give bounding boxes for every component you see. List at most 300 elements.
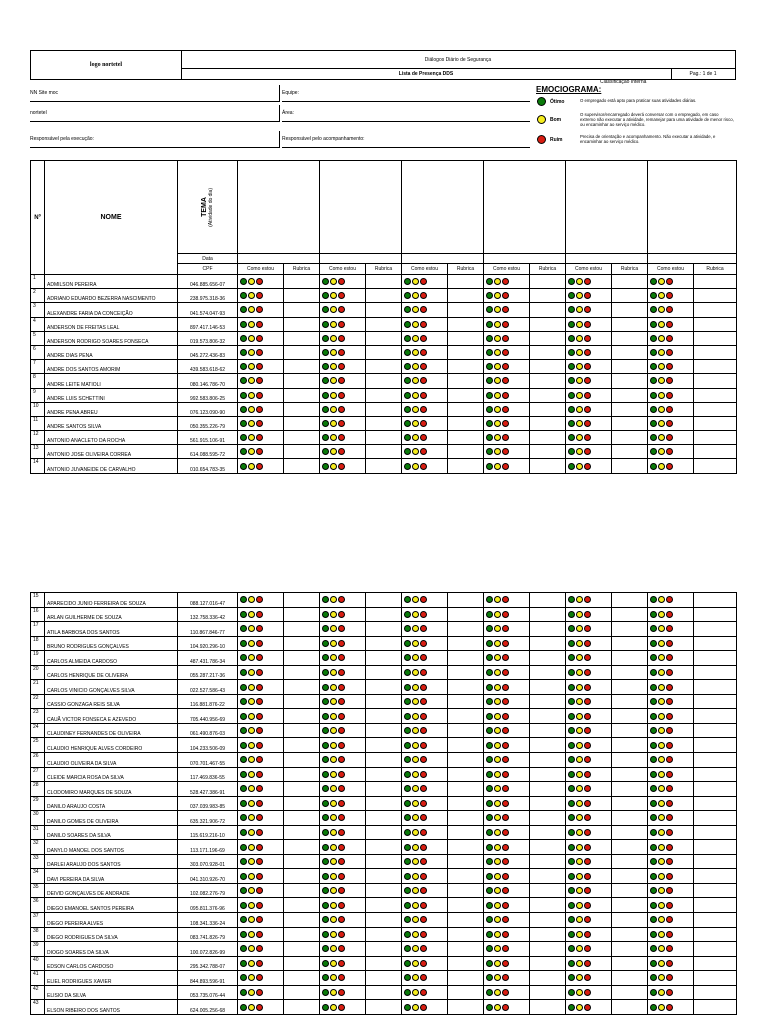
yellow-face-icon[interactable] bbox=[494, 434, 501, 441]
yellow-face-icon[interactable] bbox=[494, 654, 501, 661]
red-face-icon[interactable] bbox=[420, 684, 427, 691]
green-face-icon[interactable] bbox=[486, 306, 493, 313]
mood-faces-cell[interactable] bbox=[238, 840, 284, 855]
signature-cell[interactable] bbox=[284, 854, 320, 869]
yellow-face-icon[interactable] bbox=[330, 974, 337, 981]
yellow-face-icon[interactable] bbox=[330, 727, 337, 734]
yellow-face-icon[interactable] bbox=[248, 844, 255, 851]
red-face-icon[interactable] bbox=[666, 434, 673, 441]
yellow-face-icon[interactable] bbox=[658, 278, 665, 285]
red-face-icon[interactable] bbox=[666, 829, 673, 836]
green-face-icon[interactable] bbox=[240, 684, 247, 691]
yellow-face-icon[interactable] bbox=[412, 945, 419, 952]
green-face-icon[interactable] bbox=[404, 945, 411, 952]
red-face-icon[interactable] bbox=[420, 887, 427, 894]
yellow-face-icon[interactable] bbox=[248, 916, 255, 923]
red-face-icon[interactable] bbox=[338, 377, 345, 384]
red-face-icon[interactable] bbox=[666, 858, 673, 865]
mood-faces-cell[interactable] bbox=[238, 402, 284, 416]
yellow-face-icon[interactable] bbox=[658, 611, 665, 618]
signature-cell[interactable] bbox=[612, 927, 648, 942]
signature-cell[interactable] bbox=[284, 680, 320, 695]
green-face-icon[interactable] bbox=[650, 377, 657, 384]
red-face-icon[interactable] bbox=[256, 989, 263, 996]
mood-faces-cell[interactable] bbox=[484, 275, 530, 289]
yellow-face-icon[interactable] bbox=[248, 1004, 255, 1011]
mood-faces-cell[interactable] bbox=[484, 431, 530, 445]
mood-faces-cell[interactable] bbox=[566, 607, 612, 622]
mood-faces-cell[interactable] bbox=[648, 854, 694, 869]
green-face-icon[interactable] bbox=[650, 335, 657, 342]
yellow-face-icon[interactable] bbox=[576, 771, 583, 778]
green-face-icon[interactable] bbox=[404, 669, 411, 676]
signature-cell[interactable] bbox=[366, 331, 402, 345]
yellow-face-icon[interactable] bbox=[576, 814, 583, 821]
signature-cell[interactable] bbox=[448, 985, 484, 1000]
green-face-icon[interactable] bbox=[240, 800, 247, 807]
red-face-icon[interactable] bbox=[420, 713, 427, 720]
mood-faces-cell[interactable] bbox=[648, 388, 694, 402]
signature-cell[interactable] bbox=[448, 636, 484, 651]
yellow-face-icon[interactable] bbox=[248, 771, 255, 778]
signature-cell[interactable] bbox=[530, 374, 566, 388]
yellow-face-icon[interactable] bbox=[412, 420, 419, 427]
green-face-icon[interactable] bbox=[404, 349, 411, 356]
signature-cell[interactable] bbox=[366, 680, 402, 695]
date-cell[interactable] bbox=[238, 254, 320, 264]
red-face-icon[interactable] bbox=[420, 306, 427, 313]
yellow-face-icon[interactable] bbox=[658, 654, 665, 661]
mood-faces-cell[interactable] bbox=[566, 796, 612, 811]
mood-faces-cell[interactable] bbox=[320, 840, 366, 855]
yellow-face-icon[interactable] bbox=[576, 392, 583, 399]
green-face-icon[interactable] bbox=[240, 292, 247, 299]
red-face-icon[interactable] bbox=[666, 698, 673, 705]
green-face-icon[interactable] bbox=[240, 858, 247, 865]
signature-cell[interactable] bbox=[612, 388, 648, 402]
signature-cell[interactable] bbox=[530, 898, 566, 913]
red-face-icon[interactable] bbox=[666, 420, 673, 427]
yellow-face-icon[interactable] bbox=[330, 873, 337, 880]
red-face-icon[interactable] bbox=[584, 974, 591, 981]
green-face-icon[interactable] bbox=[486, 814, 493, 821]
signature-cell[interactable] bbox=[284, 459, 320, 473]
red-face-icon[interactable] bbox=[502, 349, 509, 356]
green-face-icon[interactable] bbox=[404, 321, 411, 328]
mood-faces-cell[interactable] bbox=[238, 694, 284, 709]
mood-faces-cell[interactable] bbox=[484, 854, 530, 869]
yellow-face-icon[interactable] bbox=[658, 406, 665, 413]
red-face-icon[interactable] bbox=[256, 463, 263, 470]
green-face-icon[interactable] bbox=[240, 974, 247, 981]
signature-cell[interactable] bbox=[530, 854, 566, 869]
mood-faces-cell[interactable] bbox=[648, 360, 694, 374]
red-face-icon[interactable] bbox=[502, 448, 509, 455]
mood-faces-cell[interactable] bbox=[238, 898, 284, 913]
red-face-icon[interactable] bbox=[256, 392, 263, 399]
mood-faces-cell[interactable] bbox=[648, 345, 694, 359]
yellow-face-icon[interactable] bbox=[494, 321, 501, 328]
mood-faces-cell[interactable] bbox=[566, 289, 612, 303]
green-face-icon[interactable] bbox=[650, 625, 657, 632]
green-face-icon[interactable] bbox=[568, 463, 575, 470]
red-face-icon[interactable] bbox=[338, 392, 345, 399]
signature-cell[interactable] bbox=[612, 854, 648, 869]
yellow-face-icon[interactable] bbox=[658, 377, 665, 384]
red-face-icon[interactable] bbox=[338, 406, 345, 413]
yellow-face-icon[interactable] bbox=[248, 684, 255, 691]
yellow-face-icon[interactable] bbox=[576, 756, 583, 763]
green-face-icon[interactable] bbox=[650, 611, 657, 618]
red-face-icon[interactable] bbox=[420, 611, 427, 618]
green-face-icon[interactable] bbox=[650, 596, 657, 603]
red-face-icon[interactable] bbox=[420, 829, 427, 836]
mood-faces-cell[interactable] bbox=[320, 883, 366, 898]
signature-cell[interactable] bbox=[284, 825, 320, 840]
signature-cell[interactable] bbox=[284, 402, 320, 416]
green-face-icon[interactable] bbox=[486, 727, 493, 734]
red-face-icon[interactable] bbox=[338, 640, 345, 647]
green-face-icon[interactable] bbox=[568, 887, 575, 894]
red-face-icon[interactable] bbox=[338, 844, 345, 851]
green-face-icon[interactable] bbox=[650, 278, 657, 285]
mood-faces-cell[interactable] bbox=[320, 854, 366, 869]
mood-faces-cell[interactable] bbox=[648, 665, 694, 680]
signature-cell[interactable] bbox=[530, 388, 566, 402]
yellow-face-icon[interactable] bbox=[248, 420, 255, 427]
yellow-face-icon[interactable] bbox=[494, 960, 501, 967]
signature-cell[interactable] bbox=[284, 303, 320, 317]
red-face-icon[interactable] bbox=[502, 989, 509, 996]
yellow-face-icon[interactable] bbox=[412, 640, 419, 647]
green-face-icon[interactable] bbox=[322, 902, 329, 909]
mood-faces-cell[interactable] bbox=[484, 317, 530, 331]
signature-cell[interactable] bbox=[530, 1000, 566, 1015]
red-face-icon[interactable] bbox=[584, 771, 591, 778]
green-face-icon[interactable] bbox=[486, 756, 493, 763]
green-face-icon[interactable] bbox=[240, 945, 247, 952]
signature-cell[interactable] bbox=[448, 927, 484, 942]
mood-faces-cell[interactable] bbox=[566, 738, 612, 753]
yellow-face-icon[interactable] bbox=[248, 887, 255, 894]
mood-faces-cell[interactable] bbox=[648, 840, 694, 855]
mood-faces-cell[interactable] bbox=[484, 331, 530, 345]
yellow-face-icon[interactable] bbox=[330, 434, 337, 441]
green-face-icon[interactable] bbox=[486, 448, 493, 455]
red-face-icon[interactable] bbox=[420, 945, 427, 952]
red-face-icon[interactable] bbox=[502, 785, 509, 792]
signature-cell[interactable] bbox=[366, 374, 402, 388]
yellow-face-icon[interactable] bbox=[248, 321, 255, 328]
green-face-icon[interactable] bbox=[486, 902, 493, 909]
signature-cell[interactable] bbox=[530, 883, 566, 898]
green-face-icon[interactable] bbox=[240, 742, 247, 749]
yellow-face-icon[interactable] bbox=[658, 292, 665, 299]
green-face-icon[interactable] bbox=[568, 611, 575, 618]
yellow-face-icon[interactable] bbox=[576, 420, 583, 427]
green-face-icon[interactable] bbox=[486, 713, 493, 720]
mood-faces-cell[interactable] bbox=[648, 738, 694, 753]
signature-cell[interactable] bbox=[694, 840, 737, 855]
red-face-icon[interactable] bbox=[256, 844, 263, 851]
signature-cell[interactable] bbox=[694, 942, 737, 957]
signature-cell[interactable] bbox=[530, 825, 566, 840]
yellow-face-icon[interactable] bbox=[576, 989, 583, 996]
yellow-face-icon[interactable] bbox=[248, 406, 255, 413]
green-face-icon[interactable] bbox=[322, 625, 329, 632]
red-face-icon[interactable] bbox=[584, 742, 591, 749]
red-face-icon[interactable] bbox=[584, 756, 591, 763]
signature-cell[interactable] bbox=[448, 694, 484, 709]
red-face-icon[interactable] bbox=[666, 335, 673, 342]
green-face-icon[interactable] bbox=[568, 363, 575, 370]
red-face-icon[interactable] bbox=[584, 858, 591, 865]
green-face-icon[interactable] bbox=[322, 335, 329, 342]
yellow-face-icon[interactable] bbox=[494, 406, 501, 413]
yellow-face-icon[interactable] bbox=[494, 974, 501, 981]
mood-faces-cell[interactable] bbox=[320, 738, 366, 753]
mood-faces-cell[interactable] bbox=[320, 388, 366, 402]
yellow-face-icon[interactable] bbox=[576, 829, 583, 836]
mood-faces-cell[interactable] bbox=[648, 374, 694, 388]
mood-faces-cell[interactable] bbox=[320, 459, 366, 473]
green-face-icon[interactable] bbox=[240, 406, 247, 413]
yellow-face-icon[interactable] bbox=[576, 800, 583, 807]
green-face-icon[interactable] bbox=[404, 292, 411, 299]
yellow-face-icon[interactable] bbox=[576, 377, 583, 384]
mood-faces-cell[interactable] bbox=[320, 927, 366, 942]
yellow-face-icon[interactable] bbox=[576, 321, 583, 328]
yellow-face-icon[interactable] bbox=[494, 756, 501, 763]
yellow-face-icon[interactable] bbox=[576, 713, 583, 720]
signature-cell[interactable] bbox=[612, 811, 648, 826]
mood-faces-cell[interactable] bbox=[566, 811, 612, 826]
mood-faces-cell[interactable] bbox=[566, 782, 612, 797]
yellow-face-icon[interactable] bbox=[494, 684, 501, 691]
mood-faces-cell[interactable] bbox=[648, 927, 694, 942]
red-face-icon[interactable] bbox=[338, 611, 345, 618]
green-face-icon[interactable] bbox=[650, 989, 657, 996]
red-face-icon[interactable] bbox=[420, 742, 427, 749]
yellow-face-icon[interactable] bbox=[330, 611, 337, 618]
green-face-icon[interactable] bbox=[486, 278, 493, 285]
signature-cell[interactable] bbox=[694, 985, 737, 1000]
red-face-icon[interactable] bbox=[666, 463, 673, 470]
mood-faces-cell[interactable] bbox=[238, 303, 284, 317]
mood-faces-cell[interactable] bbox=[238, 388, 284, 402]
green-face-icon[interactable] bbox=[568, 596, 575, 603]
green-face-icon[interactable] bbox=[404, 596, 411, 603]
green-face-icon[interactable] bbox=[404, 625, 411, 632]
yellow-face-icon[interactable] bbox=[494, 858, 501, 865]
mood-faces-cell[interactable] bbox=[320, 782, 366, 797]
red-face-icon[interactable] bbox=[584, 916, 591, 923]
green-face-icon[interactable] bbox=[240, 625, 247, 632]
green-face-icon[interactable] bbox=[568, 771, 575, 778]
red-face-icon[interactable] bbox=[338, 684, 345, 691]
mood-faces-cell[interactable] bbox=[648, 723, 694, 738]
green-face-icon[interactable] bbox=[322, 814, 329, 821]
red-face-icon[interactable] bbox=[502, 434, 509, 441]
mood-faces-cell[interactable] bbox=[648, 782, 694, 797]
signature-cell[interactable] bbox=[366, 665, 402, 680]
mood-faces-cell[interactable] bbox=[484, 956, 530, 971]
green-face-icon[interactable] bbox=[404, 814, 411, 821]
green-face-icon[interactable] bbox=[568, 844, 575, 851]
yellow-face-icon[interactable] bbox=[248, 785, 255, 792]
red-face-icon[interactable] bbox=[420, 625, 427, 632]
green-face-icon[interactable] bbox=[404, 713, 411, 720]
green-face-icon[interactable] bbox=[240, 669, 247, 676]
green-face-icon[interactable] bbox=[404, 800, 411, 807]
red-face-icon[interactable] bbox=[256, 684, 263, 691]
yellow-face-icon[interactable] bbox=[412, 434, 419, 441]
yellow-face-icon[interactable] bbox=[412, 335, 419, 342]
signature-cell[interactable] bbox=[448, 607, 484, 622]
mood-faces-cell[interactable] bbox=[238, 753, 284, 768]
yellow-face-icon[interactable] bbox=[412, 392, 419, 399]
mood-faces-cell[interactable] bbox=[402, 459, 448, 473]
signature-cell[interactable] bbox=[366, 898, 402, 913]
signature-cell[interactable] bbox=[284, 289, 320, 303]
signature-cell[interactable] bbox=[612, 782, 648, 797]
green-face-icon[interactable] bbox=[240, 844, 247, 851]
red-face-icon[interactable] bbox=[502, 858, 509, 865]
mood-faces-cell[interactable] bbox=[484, 345, 530, 359]
yellow-face-icon[interactable] bbox=[248, 989, 255, 996]
red-face-icon[interactable] bbox=[338, 654, 345, 661]
mood-faces-cell[interactable] bbox=[648, 431, 694, 445]
green-face-icon[interactable] bbox=[650, 654, 657, 661]
red-face-icon[interactable] bbox=[420, 698, 427, 705]
green-face-icon[interactable] bbox=[568, 349, 575, 356]
mood-faces-cell[interactable] bbox=[320, 289, 366, 303]
signature-cell[interactable] bbox=[366, 956, 402, 971]
yellow-face-icon[interactable] bbox=[576, 945, 583, 952]
yellow-face-icon[interactable] bbox=[658, 829, 665, 836]
green-face-icon[interactable] bbox=[404, 463, 411, 470]
red-face-icon[interactable] bbox=[666, 814, 673, 821]
green-face-icon[interactable] bbox=[486, 931, 493, 938]
green-face-icon[interactable] bbox=[240, 420, 247, 427]
yellow-face-icon[interactable] bbox=[658, 989, 665, 996]
red-face-icon[interactable] bbox=[584, 278, 591, 285]
signature-cell[interactable] bbox=[284, 636, 320, 651]
green-face-icon[interactable] bbox=[486, 321, 493, 328]
green-face-icon[interactable] bbox=[650, 844, 657, 851]
mood-faces-cell[interactable] bbox=[320, 275, 366, 289]
signature-cell[interactable] bbox=[448, 416, 484, 430]
yellow-face-icon[interactable] bbox=[494, 363, 501, 370]
red-face-icon[interactable] bbox=[420, 931, 427, 938]
red-face-icon[interactable] bbox=[420, 640, 427, 647]
mood-faces-cell[interactable] bbox=[320, 622, 366, 637]
yellow-face-icon[interactable] bbox=[494, 945, 501, 952]
signature-cell[interactable] bbox=[612, 942, 648, 957]
yellow-face-icon[interactable] bbox=[330, 887, 337, 894]
signature-cell[interactable] bbox=[530, 416, 566, 430]
green-face-icon[interactable] bbox=[486, 611, 493, 618]
mood-faces-cell[interactable] bbox=[238, 445, 284, 459]
green-face-icon[interactable] bbox=[322, 278, 329, 285]
signature-cell[interactable] bbox=[448, 651, 484, 666]
yellow-face-icon[interactable] bbox=[494, 814, 501, 821]
yellow-face-icon[interactable] bbox=[412, 625, 419, 632]
green-face-icon[interactable] bbox=[650, 931, 657, 938]
mood-faces-cell[interactable] bbox=[648, 753, 694, 768]
red-face-icon[interactable] bbox=[502, 902, 509, 909]
red-face-icon[interactable] bbox=[502, 463, 509, 470]
mood-faces-cell[interactable] bbox=[648, 402, 694, 416]
red-face-icon[interactable] bbox=[502, 292, 509, 299]
red-face-icon[interactable] bbox=[584, 902, 591, 909]
green-face-icon[interactable] bbox=[404, 858, 411, 865]
signature-cell[interactable] bbox=[448, 971, 484, 986]
signature-cell[interactable] bbox=[284, 360, 320, 374]
green-face-icon[interactable] bbox=[404, 887, 411, 894]
red-face-icon[interactable] bbox=[420, 873, 427, 880]
signature-cell[interactable] bbox=[366, 767, 402, 782]
red-face-icon[interactable] bbox=[256, 349, 263, 356]
yellow-face-icon[interactable] bbox=[576, 335, 583, 342]
green-face-icon[interactable] bbox=[486, 292, 493, 299]
yellow-face-icon[interactable] bbox=[576, 844, 583, 851]
mood-faces-cell[interactable] bbox=[320, 317, 366, 331]
signature-cell[interactable] bbox=[284, 665, 320, 680]
mood-faces-cell[interactable] bbox=[484, 971, 530, 986]
mood-faces-cell[interactable] bbox=[402, 374, 448, 388]
signature-cell[interactable] bbox=[284, 723, 320, 738]
mood-faces-cell[interactable] bbox=[402, 331, 448, 345]
green-face-icon[interactable] bbox=[650, 814, 657, 821]
green-face-icon[interactable] bbox=[568, 306, 575, 313]
mood-faces-cell[interactable] bbox=[566, 854, 612, 869]
mood-faces-cell[interactable] bbox=[648, 636, 694, 651]
yellow-face-icon[interactable] bbox=[248, 698, 255, 705]
green-face-icon[interactable] bbox=[486, 989, 493, 996]
signature-cell[interactable] bbox=[284, 811, 320, 826]
mood-faces-cell[interactable] bbox=[648, 709, 694, 724]
red-face-icon[interactable] bbox=[584, 420, 591, 427]
mood-faces-cell[interactable] bbox=[566, 883, 612, 898]
red-face-icon[interactable] bbox=[584, 363, 591, 370]
yellow-face-icon[interactable] bbox=[576, 785, 583, 792]
mood-faces-cell[interactable] bbox=[320, 709, 366, 724]
red-face-icon[interactable] bbox=[338, 887, 345, 894]
yellow-face-icon[interactable] bbox=[248, 669, 255, 676]
mood-faces-cell[interactable] bbox=[402, 360, 448, 374]
yellow-face-icon[interactable] bbox=[658, 800, 665, 807]
red-face-icon[interactable] bbox=[338, 669, 345, 676]
red-face-icon[interactable] bbox=[420, 960, 427, 967]
signature-cell[interactable] bbox=[448, 289, 484, 303]
mood-faces-cell[interactable] bbox=[566, 665, 612, 680]
green-face-icon[interactable] bbox=[240, 306, 247, 313]
mood-faces-cell[interactable] bbox=[648, 767, 694, 782]
signature-cell[interactable] bbox=[448, 811, 484, 826]
signature-cell[interactable] bbox=[530, 622, 566, 637]
green-face-icon[interactable] bbox=[322, 596, 329, 603]
red-face-icon[interactable] bbox=[584, 406, 591, 413]
mood-faces-cell[interactable] bbox=[484, 445, 530, 459]
signature-cell[interactable] bbox=[530, 636, 566, 651]
green-face-icon[interactable] bbox=[322, 669, 329, 676]
red-face-icon[interactable] bbox=[338, 363, 345, 370]
red-face-icon[interactable] bbox=[502, 742, 509, 749]
red-face-icon[interactable] bbox=[666, 406, 673, 413]
yellow-face-icon[interactable] bbox=[412, 974, 419, 981]
red-face-icon[interactable] bbox=[666, 713, 673, 720]
